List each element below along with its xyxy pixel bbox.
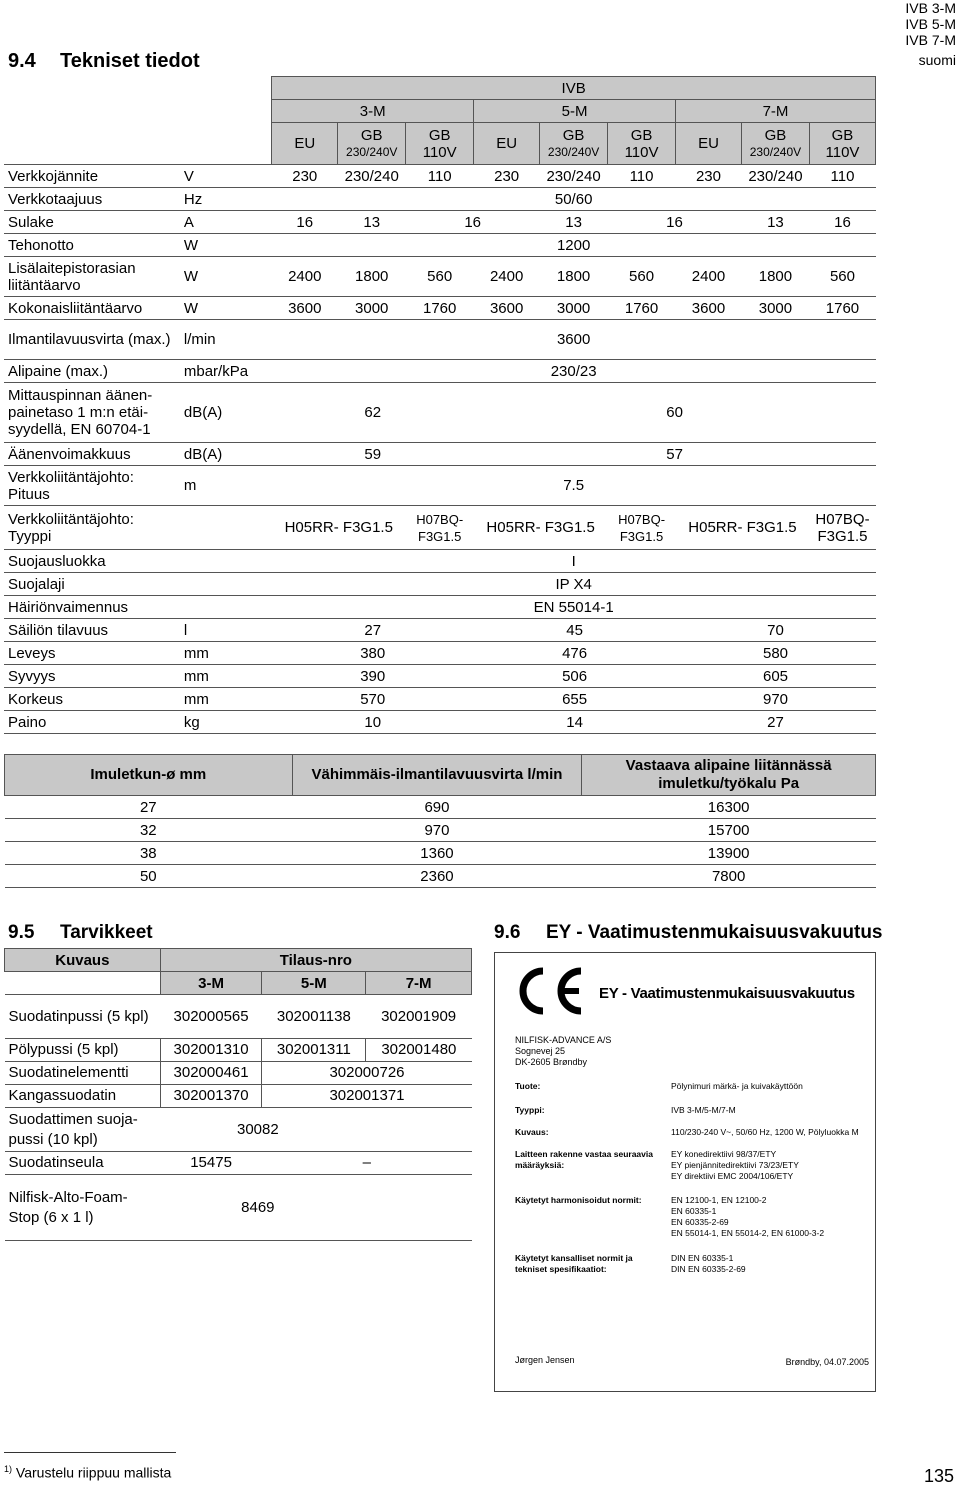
variant-gb: GB: [630, 126, 653, 144]
spec-value: 10: [272, 711, 474, 734]
spec-unit: l: [180, 619, 272, 642]
variant-gb: GB: [831, 126, 854, 144]
spec-label: Verkkoliitäntäjohto: Tyyppi: [4, 506, 180, 550]
spec-value: 27: [272, 619, 474, 642]
spec-value: 230: [272, 165, 338, 188]
signatory-name: Jørgen Jensen: [515, 1355, 575, 1365]
spec-value: 110: [608, 165, 676, 188]
footnote-mark: 1): [4, 1464, 13, 1474]
spec-value: H05RR- F3G1.5: [272, 506, 406, 550]
product-header: IVB: [272, 77, 876, 100]
acc-header-desc: Kuvaus: [5, 949, 161, 972]
spec-row: [4, 688, 876, 711]
spec-value: 560: [406, 257, 474, 297]
acc-value: 302001480: [366, 1039, 472, 1062]
spec-value: 230: [474, 165, 540, 188]
spec-row: [4, 297, 876, 320]
spec-unit: l/min: [180, 320, 272, 360]
section-heading-declaration: [494, 922, 883, 944]
decl-field-value-group: [671, 1149, 799, 1182]
acc-value: 8469: [160, 1175, 471, 1241]
spec-value: 506: [474, 665, 676, 688]
spec-unit: A: [180, 211, 272, 234]
decl-field-value: EN 60335-1: [671, 1206, 717, 1216]
hose-table: [4, 754, 876, 888]
decl-field-value: IVB 3-M/5-M/7-M: [671, 1105, 736, 1115]
spec-value: 14: [474, 711, 676, 734]
spec-value: 2400: [474, 257, 540, 297]
spec-value: 970: [676, 688, 876, 711]
section-title: Tekniset tiedot: [60, 50, 200, 72]
spec-value: 390: [272, 665, 474, 688]
spec-value: 110: [809, 165, 875, 188]
spec-value: 110: [406, 165, 474, 188]
spec-value: 230/240: [338, 165, 406, 188]
acc-header-row: [5, 972, 472, 995]
acc-value: 302001138: [262, 995, 366, 1039]
spec-value: 3600: [272, 320, 876, 360]
hose-header: Vähimmäis-ilmantilavuusvirta l/min: [292, 755, 582, 796]
spec-row: [4, 257, 876, 297]
spec-label: Verkkojännite: [4, 165, 180, 188]
hose-row: [5, 796, 876, 819]
spec-unit: Hz: [180, 188, 272, 211]
spec-value: 13: [540, 211, 608, 234]
spec-value: 59: [272, 443, 474, 466]
spec-value: 13: [338, 211, 406, 234]
decl-field-value: EN 60335-2-69: [671, 1217, 729, 1227]
hose-header: Vastaava alipaine liitännässä imuletku/työkalu Pa: [582, 755, 876, 796]
variant-header-gb230: [540, 123, 608, 165]
spec-label: Leveys: [4, 642, 180, 665]
decl-field-label: Tyyppi:: [515, 1105, 545, 1115]
variant-voltage: 110V: [825, 143, 860, 161]
hose-cell: 32: [5, 819, 293, 842]
spec-value: 45: [474, 619, 676, 642]
variant-header-gb230: [741, 123, 809, 165]
variant-header-gb110: [406, 123, 474, 165]
acc-row: [5, 1108, 472, 1152]
section-number: 9.6: [494, 922, 521, 943]
section-number: 9.5: [8, 922, 35, 943]
acc-row: [5, 995, 472, 1039]
hose-cell: 16300: [582, 796, 876, 819]
acc-value: –: [262, 1152, 472, 1175]
hose-cell: 690: [292, 796, 582, 819]
decl-field-value-group: [671, 1195, 824, 1239]
spec-unit: mm: [180, 665, 272, 688]
spec-value: 16: [809, 211, 875, 234]
spec-value: 16: [608, 211, 742, 234]
spec-row: [4, 360, 876, 383]
hose-cell: 50: [5, 865, 293, 888]
section-heading-tech: [8, 50, 200, 73]
decl-field-value: EY pienjännitedirektiivi 73/23/ETY: [671, 1160, 799, 1170]
spec-value: H07BQ-F3G1.5: [406, 506, 474, 550]
spec-value: 380: [272, 642, 474, 665]
acc-value: 302001370: [160, 1085, 262, 1108]
hose-cell: 13900: [582, 842, 876, 865]
spec-header-row: [4, 123, 876, 165]
spec-value: H07BQ-F3G1.5: [809, 506, 875, 550]
acc-value: 302001311: [262, 1039, 366, 1062]
spec-label: Äänenvoimakkuus: [4, 443, 180, 466]
section-heading-accessories: [8, 922, 153, 944]
variant-header-eu: EU: [474, 123, 540, 165]
spec-value: 230/23: [272, 360, 876, 383]
spec-unit: W: [180, 257, 272, 297]
acc-value: 302000565: [160, 995, 262, 1039]
hose-cell: 2360: [292, 865, 582, 888]
hose-cell: 38: [5, 842, 293, 865]
variant-voltage: 110V: [422, 143, 457, 161]
variant-header-gb110: [809, 123, 875, 165]
acc-value: 302001371: [262, 1085, 472, 1108]
acc-model-header: 5-M: [262, 972, 366, 995]
decl-field-value: Pölynimuri märkä- ja kuivakäyttöön: [671, 1081, 803, 1091]
footnote-divider: [4, 1452, 176, 1453]
spec-value: 7.5: [272, 466, 876, 506]
spec-unit: kg: [180, 711, 272, 734]
acc-value: 15475: [160, 1152, 262, 1175]
spec-row: [4, 573, 876, 596]
spec-value: 3000: [540, 297, 608, 320]
spec-value: 60: [474, 383, 876, 443]
spec-row: [4, 211, 876, 234]
acc-row: [5, 1152, 472, 1175]
acc-label: Nilfisk-Alto-Foam-Stop (6 x 1 l): [5, 1175, 161, 1241]
spec-unit: V: [180, 165, 272, 188]
spec-unit: mm: [180, 688, 272, 711]
spec-row: [4, 550, 876, 573]
company-address: [515, 1035, 611, 1068]
variant-voltage: 230/240V: [749, 144, 802, 159]
spec-row: [4, 188, 876, 211]
spec-label: Mittauspinnan äänen-painetaso 1 m:n etäi-syydellä, EN 60704-1: [4, 383, 180, 443]
spec-label: Ilmantilavuusvirta (max.): [4, 320, 180, 360]
acc-row: [5, 1175, 472, 1241]
variant-header-gb230: [338, 123, 406, 165]
spec-value: 1760: [608, 297, 676, 320]
variant-header-gb110: [608, 123, 676, 165]
variant-voltage: 230/240V: [346, 144, 398, 159]
spec-value: I: [272, 550, 876, 573]
decl-field-label: Käytetyt harmonisoidut normit:: [515, 1195, 642, 1205]
decl-field-value: DIN EN 60335-2-69: [671, 1264, 746, 1274]
spec-row: [4, 711, 876, 734]
spec-value: 560: [809, 257, 875, 297]
spec-label: Suojalaji: [4, 573, 180, 596]
spec-value: 230/240: [540, 165, 608, 188]
spec-value: 13: [741, 211, 809, 234]
spec-value: 27: [676, 711, 876, 734]
decl-field-value-group: [671, 1253, 746, 1275]
spec-label: Suojausluokka: [4, 550, 180, 573]
spec-row: [4, 466, 876, 506]
variant-gb: GB: [764, 126, 787, 144]
spec-unit: W: [180, 234, 272, 257]
spec-value: 3000: [741, 297, 809, 320]
acc-value: 302001310: [160, 1039, 262, 1062]
acc-row: [5, 1062, 472, 1085]
variant-voltage: 110V: [624, 143, 659, 161]
hose-cell: 970: [292, 819, 582, 842]
section-number: 9.4: [8, 50, 36, 72]
acc-row: [5, 1039, 472, 1062]
acc-label: Suodattimen suoja-pussi (10 kpl): [5, 1108, 161, 1152]
place-date: Brøndby, 04.07.2005: [785, 1357, 869, 1367]
spec-label: Syvyys: [4, 665, 180, 688]
spec-label: Verkkoliitäntäjohto: Pituus: [4, 466, 180, 506]
decl-field-value: EN 12100-1, EN 12100-2: [671, 1195, 767, 1205]
spec-value: 560: [608, 257, 676, 297]
decl-field-value: 110/230-240 V~, 50/60 Hz, 1200 W, Pölyluokka M: [671, 1127, 859, 1137]
spec-row: [4, 443, 876, 466]
variant-gb: GB: [360, 126, 383, 144]
decl-field-label: Kuvaus:: [515, 1127, 549, 1137]
footnote-text: Varustelu riippuu mallista: [15, 1464, 172, 1481]
spec-label: Verkkotaajuus: [4, 188, 180, 211]
spec-value: 476: [474, 642, 676, 665]
declaration-title: EY - Vaatimustenmukaisuusvakuutus: [599, 985, 855, 1002]
spec-label: Häiriönvaimennus: [4, 596, 180, 619]
spec-unit: W: [180, 297, 272, 320]
acc-label: Suodatinseula: [5, 1152, 161, 1175]
hose-cell: 7800: [582, 865, 876, 888]
decl-field-label: Käytetyt kansalliset normit ja tekniset spesifikaatiot:: [515, 1253, 633, 1274]
spec-label: Alipaine (max.): [4, 360, 180, 383]
section-title: Tarvikkeet: [60, 922, 153, 943]
model-header: 3-M: [272, 100, 474, 123]
acc-label: Suodatinelementti: [5, 1062, 161, 1085]
spec-row: [4, 642, 876, 665]
spec-value: 16: [272, 211, 338, 234]
spec-row: [4, 596, 876, 619]
hose-row: [5, 865, 876, 888]
spec-value: H07BQ-F3G1.5: [608, 506, 676, 550]
acc-value: 302001909: [366, 995, 472, 1039]
spec-value: 1800: [741, 257, 809, 297]
spec-label: Kokonaisliitäntäarvo: [4, 297, 180, 320]
spec-value: 2400: [676, 257, 742, 297]
spec-value: 1200: [272, 234, 876, 257]
section-title: EY - Vaatimustenmukaisuusvakuutus: [546, 922, 883, 943]
spec-value: 605: [676, 665, 876, 688]
declaration-box: [494, 952, 876, 1392]
decl-field-value: DIN EN 60335-1: [671, 1253, 734, 1263]
spec-header-row: [4, 100, 876, 123]
spec-label: Lisälaitepistorasian liitäntäarvo: [4, 257, 180, 297]
model-tag: IVB 7-M: [905, 32, 956, 48]
acc-label: Suodatinpussi (5 kpl): [5, 995, 161, 1039]
model-tag: IVB 5-M: [905, 16, 956, 32]
acc-model-header: 3-M: [160, 972, 262, 995]
spec-header-row: [4, 77, 876, 100]
hose-row: [5, 842, 876, 865]
decl-field-value: EY konedirektiivi 98/37/ETY: [671, 1149, 777, 1159]
spec-value: 3600: [272, 297, 338, 320]
page-number: 135: [923, 1466, 954, 1486]
spec-row: [4, 320, 876, 360]
spec-value: 2400: [272, 257, 338, 297]
spec-unit: mbar/kPa: [180, 360, 272, 383]
model-header: 5-M: [474, 100, 676, 123]
spec-unit: m: [180, 466, 272, 506]
spec-row: [4, 383, 876, 443]
spec-value: 3600: [474, 297, 540, 320]
spec-value: 580: [676, 642, 876, 665]
language-label: suomi: [918, 52, 956, 68]
spec-row: [4, 506, 876, 550]
spec-value: 62: [272, 383, 474, 443]
company-line: Sognevej 25: [515, 1046, 566, 1056]
hose-cell: 27: [5, 796, 293, 819]
variant-gb: GB: [428, 126, 451, 144]
spec-value: 1760: [809, 297, 875, 320]
spec-value: 3600: [676, 297, 742, 320]
acc-row: [5, 1085, 472, 1108]
acc-header-order: Tilaus-nro: [160, 949, 471, 972]
decl-field-label: Tuote:: [515, 1081, 541, 1091]
spec-value: H05RR- F3G1.5: [676, 506, 810, 550]
hose-header-row: [5, 755, 876, 796]
company-line: NILFISK-ADVANCE A/S: [515, 1035, 612, 1045]
spec-value: 50/60: [272, 188, 876, 211]
spec-value: 3000: [338, 297, 406, 320]
variant-gb: GB: [562, 126, 585, 144]
spec-label: Tehonotto: [4, 234, 180, 257]
spec-value: 57: [474, 443, 876, 466]
hose-header: Imuletkun-ø mm: [5, 755, 293, 796]
hose-cell: 1360: [292, 842, 582, 865]
variant-header-eu: EU: [272, 123, 338, 165]
spec-table: [4, 76, 876, 734]
decl-field-value: EY direktiivi EMC 2004/106/ETY: [671, 1171, 794, 1181]
ce-mark-icon: [513, 965, 587, 1017]
decl-field-value: EN 55014-1, EN 55014-2, EN 61000-3-2: [671, 1228, 825, 1238]
hose-cell: 15700: [582, 819, 876, 842]
spec-value: 1800: [540, 257, 608, 297]
decl-field-label: Laitteen rakenne vastaa seuraavia määräyksiä:: [515, 1149, 653, 1170]
variant-voltage: 230/240V: [547, 144, 600, 159]
accessories-table: [4, 948, 472, 1241]
hose-row: [5, 819, 876, 842]
company-line: DK-2605 Brøndby: [515, 1057, 588, 1067]
variant-header-eu: EU: [676, 123, 742, 165]
spec-value: 1760: [406, 297, 474, 320]
model-header: 7-M: [676, 100, 876, 123]
spec-row: [4, 619, 876, 642]
spec-label: Säiliön tilavuus: [4, 619, 180, 642]
acc-label: Kangassuodatin: [5, 1085, 161, 1108]
spec-label: Korkeus: [4, 688, 180, 711]
spec-unit: mm: [180, 642, 272, 665]
spec-value: 655: [474, 688, 676, 711]
acc-value: 302000726: [262, 1062, 472, 1085]
spec-label: Sulake: [4, 211, 180, 234]
spec-value: EN 55014-1: [272, 596, 876, 619]
spec-label: Paino: [4, 711, 180, 734]
spec-value: 16: [406, 211, 540, 234]
spec-unit: dB(A): [180, 443, 272, 466]
spec-value: H05RR- F3G1.5: [474, 506, 608, 550]
spec-value: 570: [272, 688, 474, 711]
footnote: [4, 1464, 171, 1481]
spec-value: 230/240: [741, 165, 809, 188]
spec-value: 1800: [338, 257, 406, 297]
spec-value: IP X4: [272, 573, 876, 596]
spec-value: 70: [676, 619, 876, 642]
spec-value: 230: [676, 165, 742, 188]
acc-value: 30082: [160, 1108, 471, 1152]
acc-value: 302000461: [160, 1062, 262, 1085]
model-tag: IVB 3-M: [905, 0, 956, 16]
spec-unit: dB(A): [180, 383, 272, 443]
acc-header-row: [5, 949, 472, 972]
model-tags: [905, 0, 956, 48]
spec-row: [4, 234, 876, 257]
acc-model-header: 7-M: [366, 972, 472, 995]
acc-label: Pölypussi (5 kpl): [5, 1039, 161, 1062]
spec-row: [4, 665, 876, 688]
spec-row: [4, 165, 876, 188]
